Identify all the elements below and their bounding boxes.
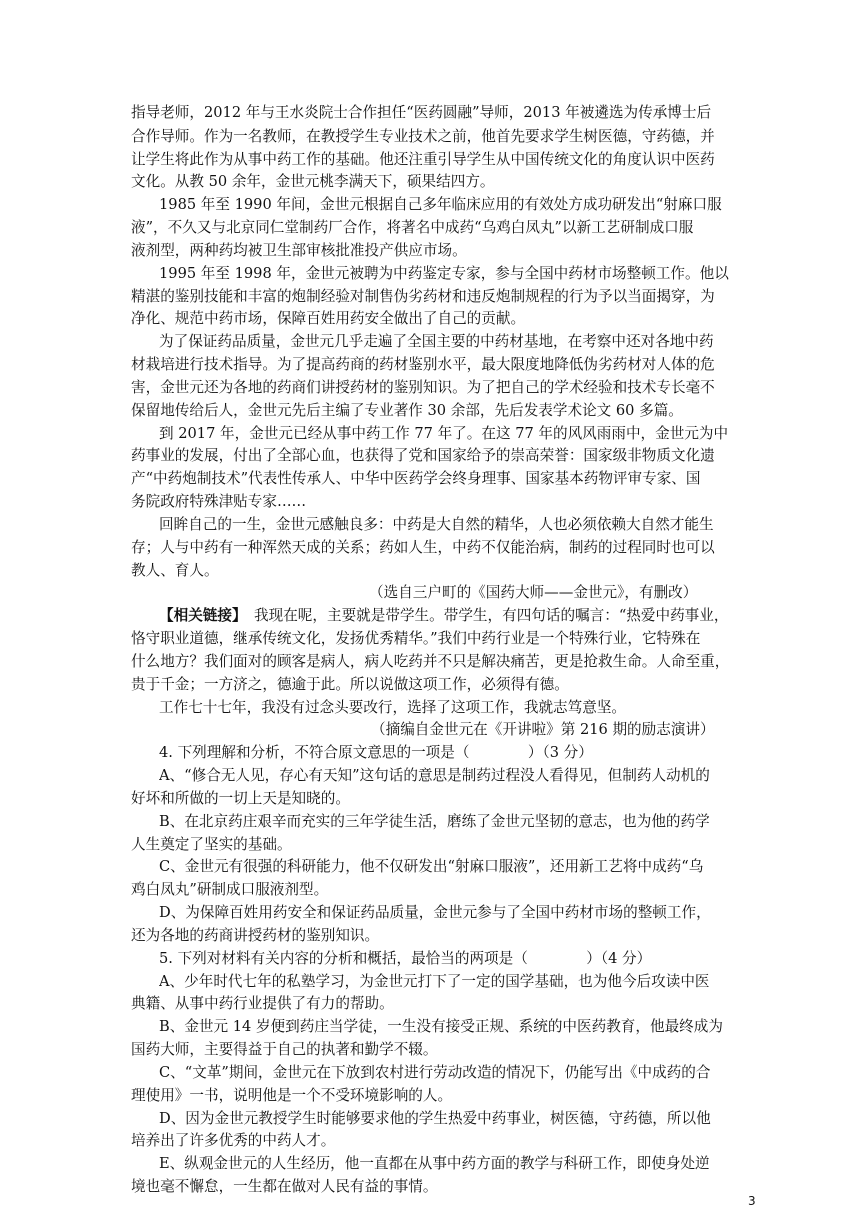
text-line: 为了保证药品质量，金世元几乎走遍了全国主要的中药材基地，在考察中还对各地中药 — [159, 333, 714, 351]
question-stem: 5. 下列对材料有关内容的分析和概括，最恰当的两项是（ ）（4 分） — [159, 949, 652, 967]
text-line: 净化、规范中药市场，保障百姓用药安全做出了自己的贡献。 — [131, 310, 526, 328]
text-line: 教人、育人。 — [131, 561, 219, 579]
text-line: 务院政府特殊津贴专家…… — [131, 493, 307, 511]
option-line: C、“文革”期间，金世元在下放到农村进行劳动改造的情况下，仍能写出《中成药的合 — [159, 1063, 711, 1081]
text-line: 液剂型，两种药均被卫生部审核批准投产供应市场。 — [131, 241, 467, 259]
text-line: 保留地传给后人，金世元先后主编了专业著作 30 余部，先后发表学术论文 60 多篇。 — [131, 401, 683, 419]
text-line: 到 2017 年，金世元已经从事中药工作 77 年了。在这 77 年的风风雨雨中，金世元为中 — [159, 424, 729, 442]
option-line: B、金世元 14 岁便到药庄当学徒，一生没有接受正规、系统的中医药教育，他最终成为 — [159, 1018, 723, 1036]
option-line: B、在北京药庄艰辛而充实的三年学徒生活，磨练了金世元坚韧的意志，也为他的药学 — [159, 812, 710, 830]
option-line: D、因为金世元教授学生时能够要求他的学生热爱中药事业，树医德，守药德，所以他 — [159, 1109, 711, 1127]
text-line: 什么地方？我们面对的顾客是病人，病人吃药并不只是解决痛苦，更是抢救生命。人命至重， — [131, 652, 730, 670]
text-line: 1995 年至 1998 年，金世元被聘为中药鉴定专家，参与全国中药材市场整顿工作。他以 — [159, 264, 729, 282]
option-line: C、金世元有很强的科研能力，他不仅研发出“射麻口服液”，还用新工艺将中成药“乌 — [159, 858, 704, 876]
text-line: 精湛的鉴别技能和丰富的炮制经验对制售伪劣药材和违反炮制规程的行为予以当面揭穿，为 — [131, 287, 715, 305]
text-line: 存；人与中药有一种浑然天成的关系；药如人生，中药不仅能治病，制药的过程同时也可以 — [131, 538, 715, 556]
option-line: 境也毫不懈怠，一生都在做对人民有益的事情。 — [131, 1178, 438, 1195]
text-line: 恪守职业道德，继承传统文化，发扬优秀精华。”我们中药行业是一个特殊行业，它特殊在 — [131, 630, 701, 648]
option-line: 典籍、从事中药行业提供了有力的帮助。 — [131, 995, 394, 1013]
option-line: 理使用》一书，说明他是一个不受环境影响的人。 — [131, 1086, 453, 1104]
text-line: 贵于千金；一方济之，德逾于此。所以说做这项工作，必须得有德。 — [131, 675, 569, 693]
option-line: 还为各地的药商讲授药材的鉴别知识。 — [131, 926, 380, 944]
text-line: 1985 年至 1990 年间，金世元根据自己多年临床应用的有效处方成功研发出“射麻口服 — [159, 196, 722, 214]
text-line: 合作导师。作为一名教师，在教授学生专业技术之前，他首先要求学生树医德，守药德，并 — [131, 127, 715, 145]
option-line: 鸡白凤丸”研制成口服液剂型。 — [131, 881, 329, 899]
source-citation: （选自三户町的《国药大师——金世元》，有删改） — [369, 584, 698, 602]
text-line: 工作七十七年，我没有过念头要改行，选择了这项工作，我就志笃意坚。 — [159, 698, 627, 716]
text-line: 回眸自己的一生，金世元感触良多：中药是大自然的精华，人也必须依赖大自然才能生 — [159, 515, 714, 533]
text-line: 让学生将此作为从事中药工作的基础。他还注重引导学生从中国传统文化的角度认识中医药 — [131, 150, 715, 168]
text-line: 液”，不久又与北京同仁堂制药厂合作，将著名中成药“乌鸡白凤丸”以新工艺研制成口服 — [131, 219, 694, 237]
page-number: 3 — [748, 1194, 756, 1208]
question-stem: 4. 下列理解和分析，不符合原文意思的一项是（ ）（3 分） — [159, 744, 593, 762]
text-line: 指导老师，2012 年与王水炎院士合作担任“医药圆融”导师，2013 年被遴选为传承博士后 — [131, 104, 712, 121]
option-line: A、少年时代七年的私塾学习，为金世元打下了一定的国学基础，也为他今后攻读中医 — [159, 972, 710, 990]
text-line: 药事业的发展，付出了全部心血，也获得了党和国家给予的崇高荣誉：国家级非物质文化遗 — [131, 447, 715, 465]
option-line: A、“修合无人见，存心有天知”这句话的意思是制药过程没人看得见，但制药人动机的 — [159, 767, 710, 785]
source-citation: （摘编自金世元在《开讲啦》第 216 期的励志演讲） — [371, 721, 715, 739]
option-line: E、纵观金世元的人生经历，他一直都在从事中药方面的教学与科研工作，即使身处逆 — [159, 1155, 710, 1173]
option-line: 国药大师，主要得益于自己的执著和勤学不辍。 — [131, 1041, 438, 1059]
option-line: D、为保障百姓用药安全和保证药品质量，金世元参与了全国中药材市场的整顿工作， — [159, 904, 711, 922]
option-line: 培养出了许多优秀的中药人才。 — [131, 1132, 336, 1150]
text-line: 文化。从教 50 余年，金世元桃李满天下，硕果结四方。 — [131, 173, 495, 191]
option-line: 好坏和所做的一切上天是知晓的。 — [131, 789, 350, 807]
option-line: 人生奠定了坚实的基础。 — [131, 835, 292, 853]
text-line: 我现在呢，主要就是带学生。带学生，有四句话的嘱言：“热爱中药事业， — [254, 607, 729, 625]
text-line: 材栽培进行技术指导。为了提高药商的药材鉴别水平，最大限度地降低伪劣药材对人体的危 — [131, 356, 715, 374]
related-link-heading: 【相关链接】 — [159, 607, 247, 625]
text-line: 害，金世元还为各地的药商们讲授药材的鉴别知识。为了把自己的学术经验和技术专长毫不 — [131, 378, 715, 396]
text-line: 产“中药炮制技术”代表性传承人、中华中医药学会终身理事、国家基本药物评审专家、国 — [131, 470, 701, 488]
